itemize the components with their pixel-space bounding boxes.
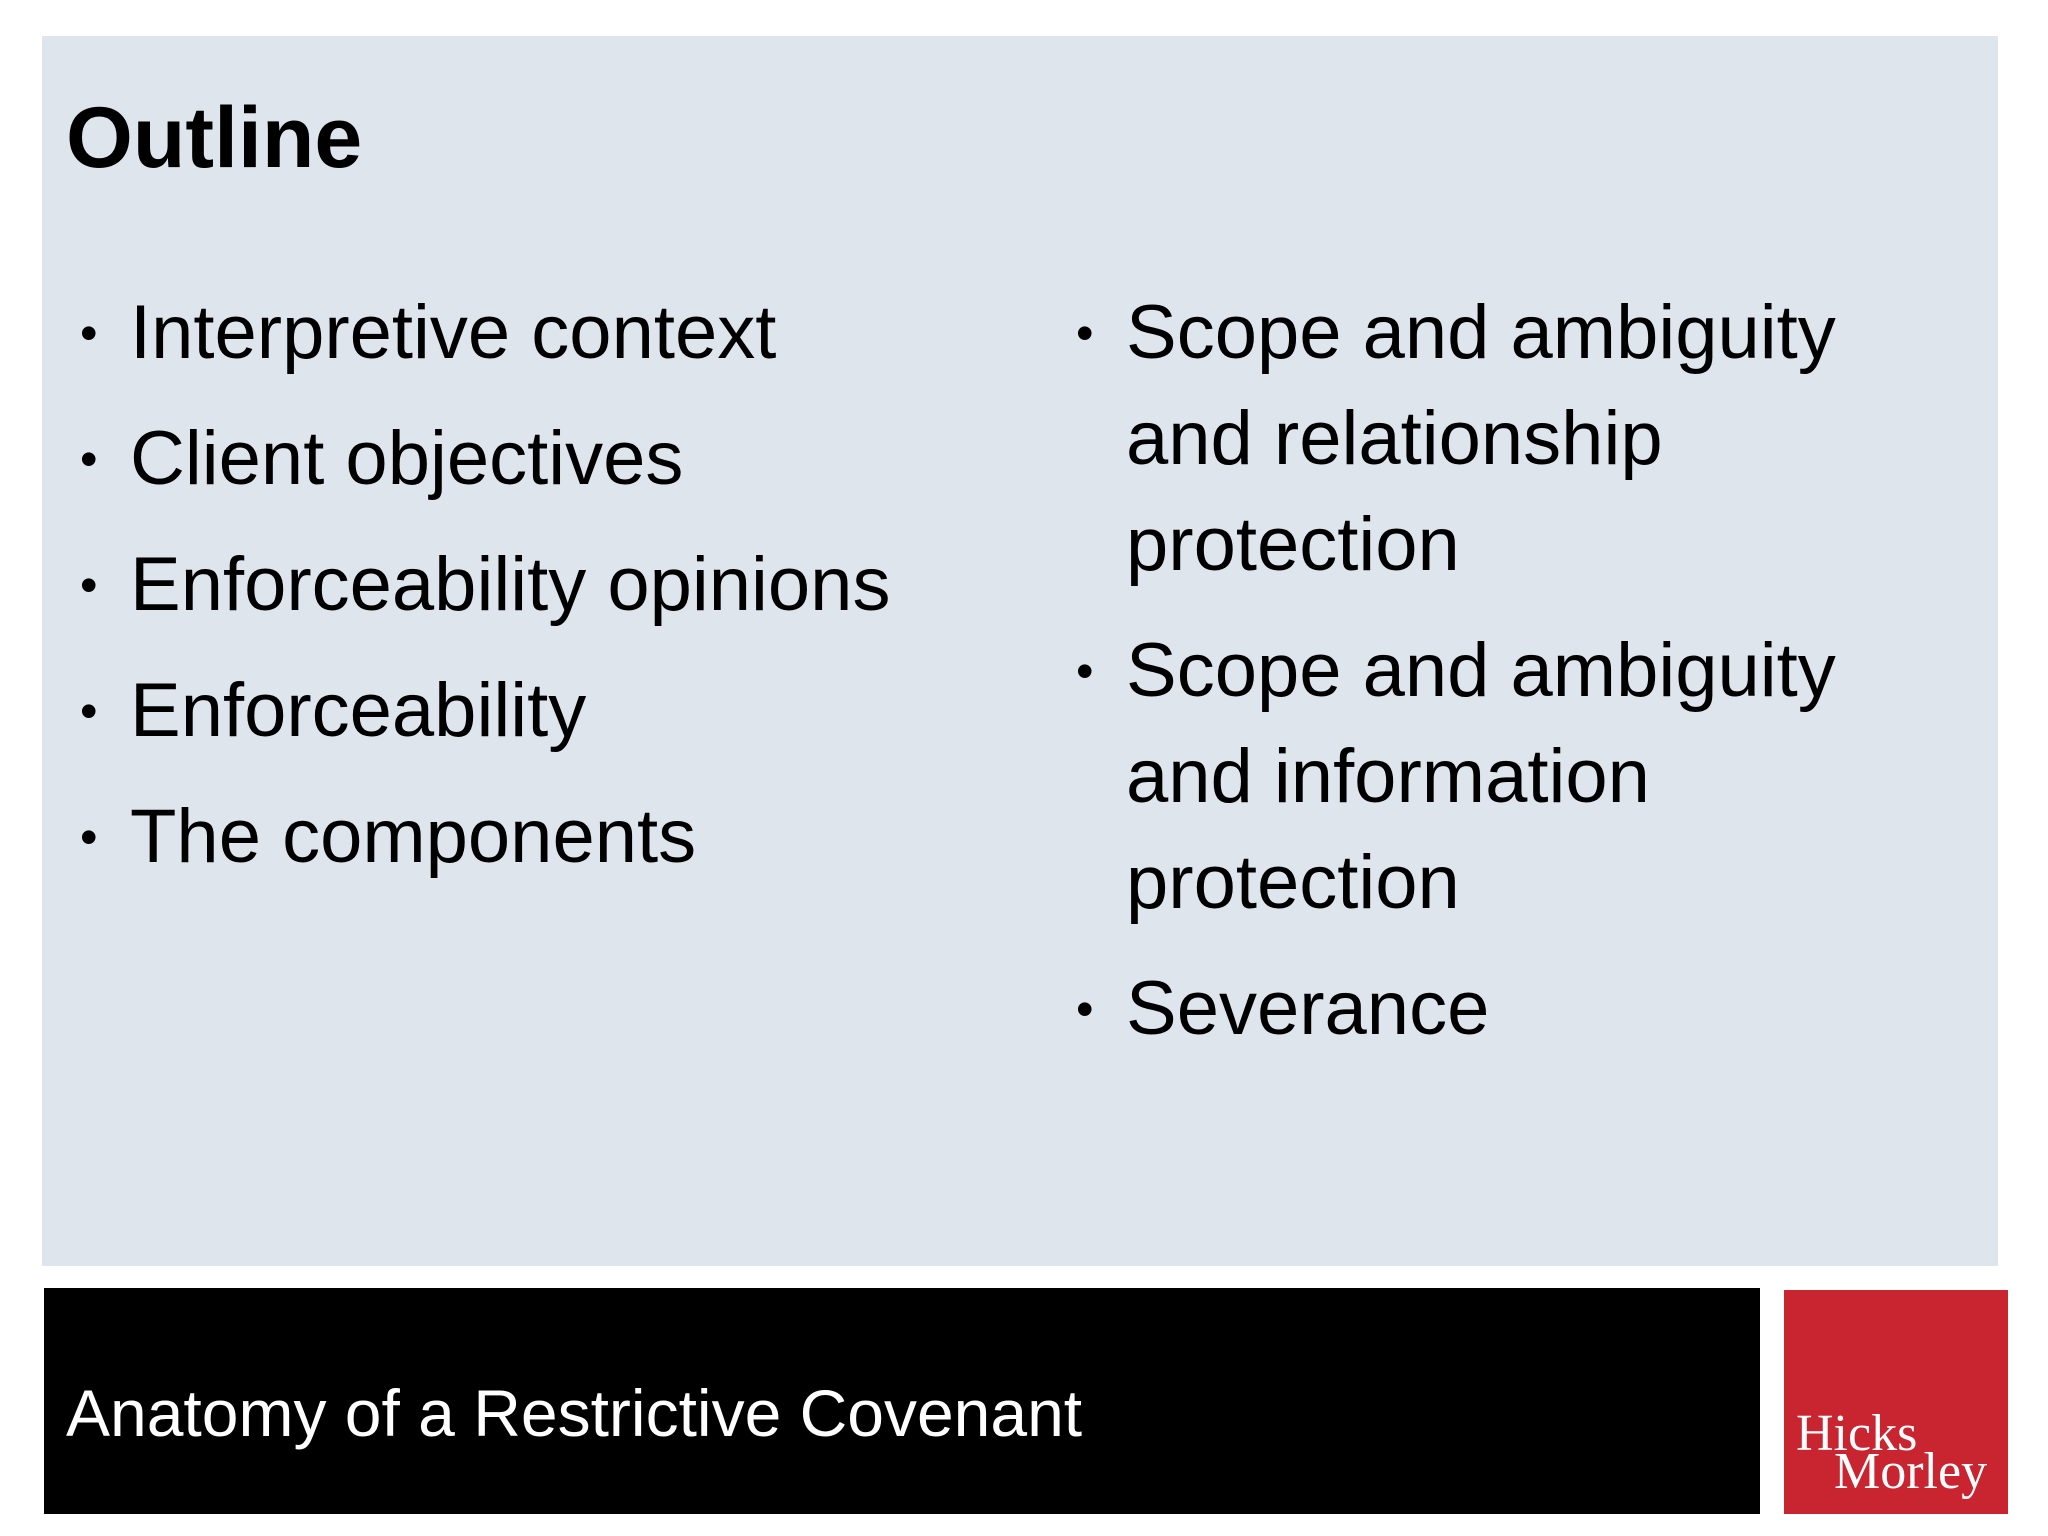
list-item-text: Scope and ambiguity and information protection — [1126, 628, 1836, 925]
bullet-icon: • — [1076, 643, 1094, 699]
list-item-text: Scope and ambiguity and relationship protection — [1126, 290, 1836, 587]
list-item-text: Severance — [1126, 966, 1490, 1051]
logo-text-hicks: Hicks — [1796, 1405, 1918, 1462]
list-item-text: Client objectives — [130, 416, 684, 501]
hicks-morley-logo — [1784, 1290, 2008, 1514]
bullet-icon: • — [80, 683, 98, 739]
footer-bar — [44, 1288, 1760, 1514]
bullet-icon: • — [1076, 981, 1094, 1037]
list-item — [1070, 618, 1950, 936]
list-item — [74, 406, 1034, 512]
bullet-icon: • — [80, 557, 98, 613]
list-item — [74, 532, 1034, 638]
list-item — [1070, 956, 1950, 1062]
logo-text-morley: Morley — [1834, 1443, 1988, 1500]
bullet-icon: • — [80, 305, 98, 361]
list-item-text: Enforceability — [130, 668, 587, 753]
list-item — [74, 280, 1034, 386]
footer-title: Anatomy of a Restrictive Covenant — [66, 1376, 1083, 1450]
list-item-text: The components — [130, 794, 697, 879]
outline-list-right — [1070, 280, 1950, 1082]
outline-list-left — [74, 280, 1034, 910]
list-item — [74, 784, 1034, 890]
list-item — [1070, 280, 1950, 598]
list-item-text: Interpretive context — [130, 290, 777, 375]
bullet-icon: • — [80, 809, 98, 865]
slide-title: Outline — [66, 90, 363, 186]
list-item-text: Enforceability opinions — [130, 542, 891, 627]
bullet-icon: • — [80, 431, 98, 487]
list-item — [74, 658, 1034, 764]
bullet-icon: • — [1076, 305, 1094, 361]
